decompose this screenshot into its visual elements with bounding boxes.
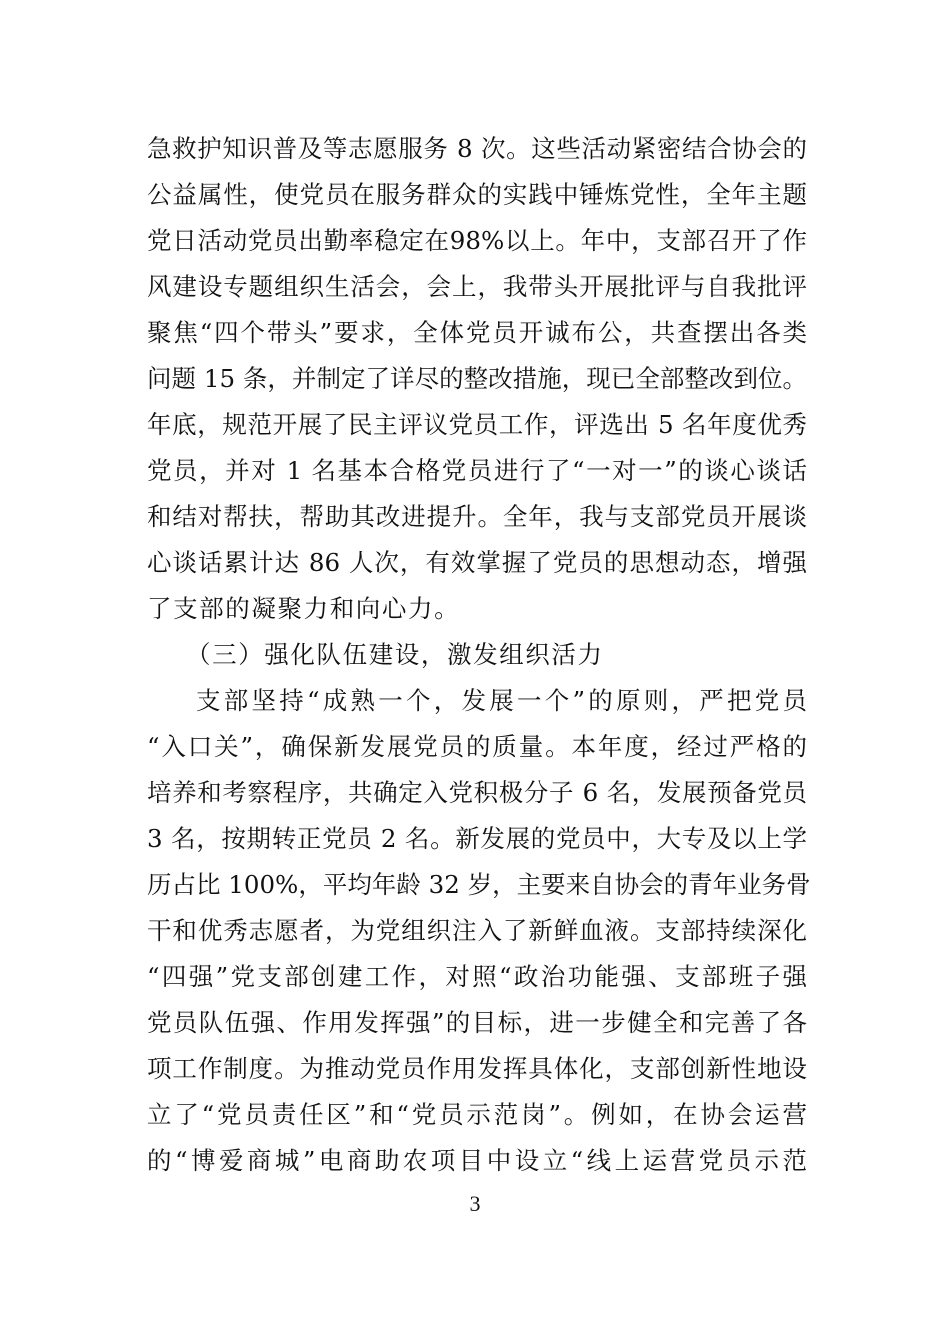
body-text-line: 项工作制度。为推动党员作用发挥具体化，支部创新性地设 xyxy=(147,1054,807,1083)
body-text-line: 聚焦“四个带头”要求，全体党员开诚布公，共查摆出各类 xyxy=(147,318,807,347)
body-text-line: 干和优秀志愿者，为党组织注入了新鲜血液。支部持续深化 xyxy=(147,916,807,945)
body-text-line: 和结对帮扶，帮助其改进提升。全年，我与支部党员开展谈 xyxy=(147,502,807,531)
body-text-line: 培养和考察程序，共确定入党积极分子 6 名，发展预备党员 xyxy=(147,778,807,807)
body-text-line: 急救护知识普及等志愿服务 8 次。这些活动紧密结合协会的 xyxy=(147,134,807,163)
body-text-line: 党员，并对 1 名基本合格党员进行了“一对一”的谈心谈话 xyxy=(147,456,807,485)
body-text-line: 党员队伍强、作用发挥强”的目标，进一步健全和完善了各 xyxy=(147,1008,807,1037)
body-text-line: 公益属性，使党员在服务群众的实践中锤炼党性，全年主题 xyxy=(147,180,807,209)
body-text-line: “入口关”，确保新发展党员的质量。本年度，经过严格的 xyxy=(147,732,807,761)
body-text-line: 风建设专题组织生活会，会上，我带头开展批评与自我批评 xyxy=(147,272,807,301)
body-text-line: 了支部的凝聚力和向心力。 xyxy=(147,594,461,623)
paragraph-first-line: 支部坚持“成熟一个，发展一个”的原则，严把党员 xyxy=(196,686,807,715)
body-text-line: 3 名，按期转正党员 2 名。新发展的党员中，大专及以上学 xyxy=(147,824,807,853)
page-number: 3 xyxy=(469,1191,481,1216)
body-text-line: 的“博爱商城”电商助农项目中设立“线上运营党员示范 xyxy=(147,1146,807,1175)
body-text-line: 心谈话累计达 86 人次，有效掌握了党员的思想动态，增强 xyxy=(147,548,807,577)
section-heading: （三）强化队伍建设，激发组织活力 xyxy=(186,640,604,669)
body-text-line: 年底，规范开展了民主评议党员工作，评选出 5 名年度优秀 xyxy=(147,410,807,439)
body-text-line: 历占比 100%，平均年龄 32 岁，主要来自协会的青年业务骨 xyxy=(147,870,811,899)
body-text-line: 问题 15 条，并制定了详尽的整改措施，现已全部整改到位。 xyxy=(147,364,807,393)
body-text-line: 党日活动党员出勤率稳定在98%以上。年中，支部召开了作 xyxy=(147,226,807,255)
body-text-line: “四强”党支部创建工作，对照“政治功能强、支部班子强 xyxy=(147,962,807,991)
body-text-line: 立了“党员责任区”和“党员示范岗”。例如，在协会运营 xyxy=(147,1100,807,1129)
